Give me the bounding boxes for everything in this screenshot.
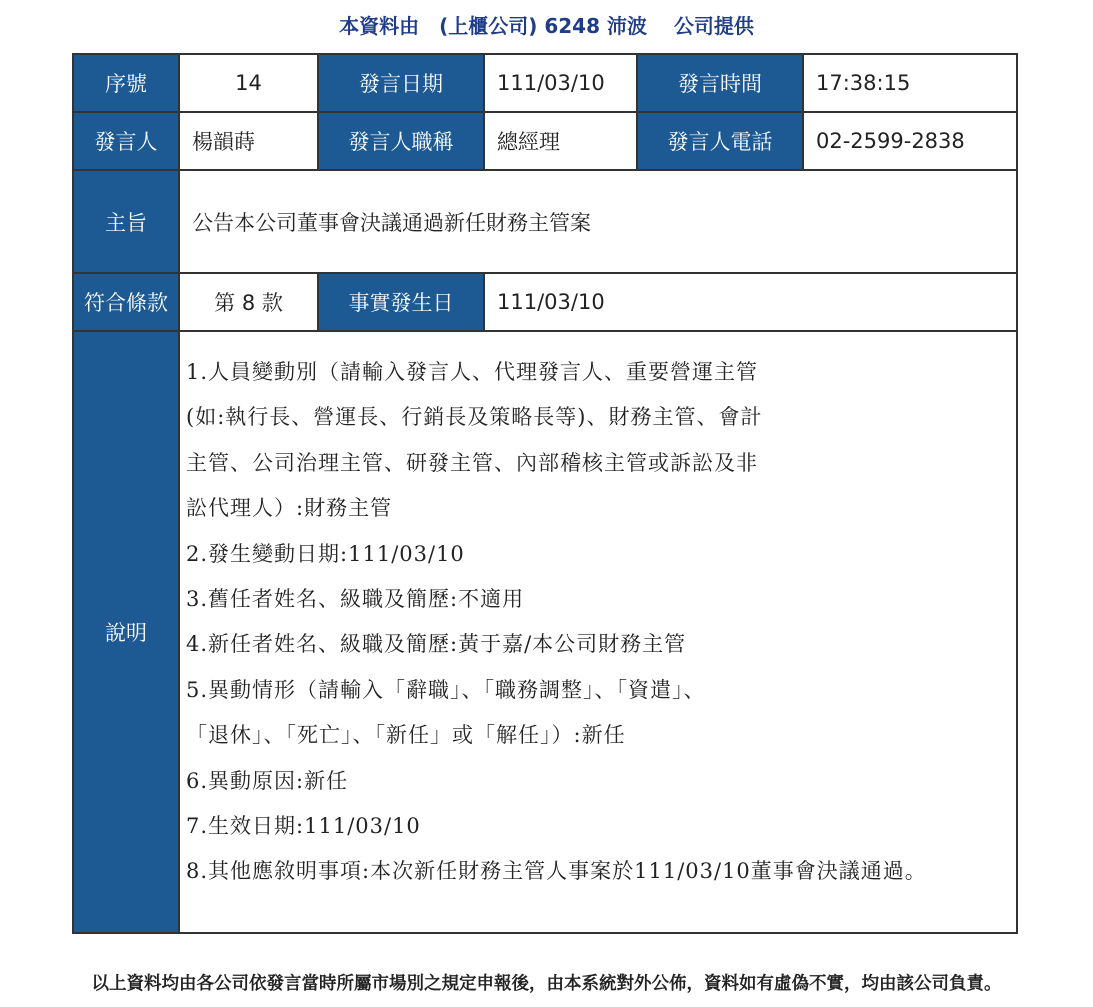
speaker-label: 發言人 — [73, 112, 179, 170]
speaker-phone-label: 發言人電話 — [637, 112, 803, 170]
clause-label: 符合條款 — [73, 273, 179, 331]
description-line: 1.人員變動別（請輸入發言人、代理發言人、重要營運主管 — [186, 360, 759, 384]
announcement-table — [72, 53, 1018, 934]
description-body — [179, 331, 1017, 933]
disclaimer-footer: 以上資料均由各公司依發言當時所屬市場別之規定申報後，由本系統對外公佈，資料如有虛偽不實，均由該公司負責。 — [91, 974, 1002, 994]
description-line: 6.異動原因:新任 — [186, 768, 349, 793]
seq-value: 14 — [179, 54, 318, 112]
description-line: 「退休」、「死亡」、「新任」或「解任」）:新任 — [186, 723, 626, 748]
description-line: 訟代理人）:財務主管 — [186, 496, 393, 521]
date-value: 111/03/10 — [484, 54, 637, 112]
description-line: 7.生效日期:111/03/10 — [186, 814, 421, 839]
row-speaker — [73, 112, 1017, 170]
row-subject — [73, 170, 1017, 273]
date-label: 發言日期 — [318, 54, 484, 112]
row-sequence-date-time — [73, 54, 1017, 112]
row-description — [73, 331, 1017, 933]
subject-value: 公告本公司董事會決議通過新任財務主管案 — [179, 170, 1017, 273]
time-value: 17:38:15 — [803, 54, 1017, 112]
speaker-value: 楊韻蒔 — [179, 112, 318, 170]
time-label: 發言時間 — [637, 54, 803, 112]
description-line: 主管、公司治理主管、研發主管、內部稽核主管或訴訟及非 — [186, 450, 758, 475]
description-line: (如:執行長、營運長、行銷長及策略長等)、財務主管、會計 — [186, 405, 763, 430]
description-line: 3.舊任者姓名、級職及簡歷:不適用 — [186, 587, 525, 612]
speaker-phone-value: 02-2599-2838 — [803, 112, 1017, 170]
event-date-value: 111/03/10 — [484, 273, 1017, 331]
subject-label: 主旨 — [73, 170, 179, 273]
clause-value: 第 8 款 — [179, 273, 318, 331]
description-line: 5.異動情形（請輸入「辭職」、「職務調整」、「資遣」、 — [186, 677, 706, 702]
event-date-label: 事實發生日 — [318, 273, 484, 331]
speaker-title-label: 發言人職稱 — [318, 112, 484, 170]
page-header: 本資料由 (上櫃公司) 6248 沛波 公司提供 — [339, 14, 754, 38]
description-label: 說明 — [73, 331, 179, 933]
seq-label: 序號 — [73, 54, 179, 112]
description-line: 8.其他應敘明事項:本次新任財務主管人事案於111/03/10董事會決議通過。 — [186, 859, 927, 884]
speaker-title-value: 總經理 — [484, 112, 637, 170]
row-clause — [73, 273, 1017, 331]
description-line: 2.發生變動日期:111/03/10 — [186, 541, 465, 566]
description-line: 4.新任者姓名、級職及簡歷:黃于嘉/本公司財務主管 — [186, 632, 687, 657]
